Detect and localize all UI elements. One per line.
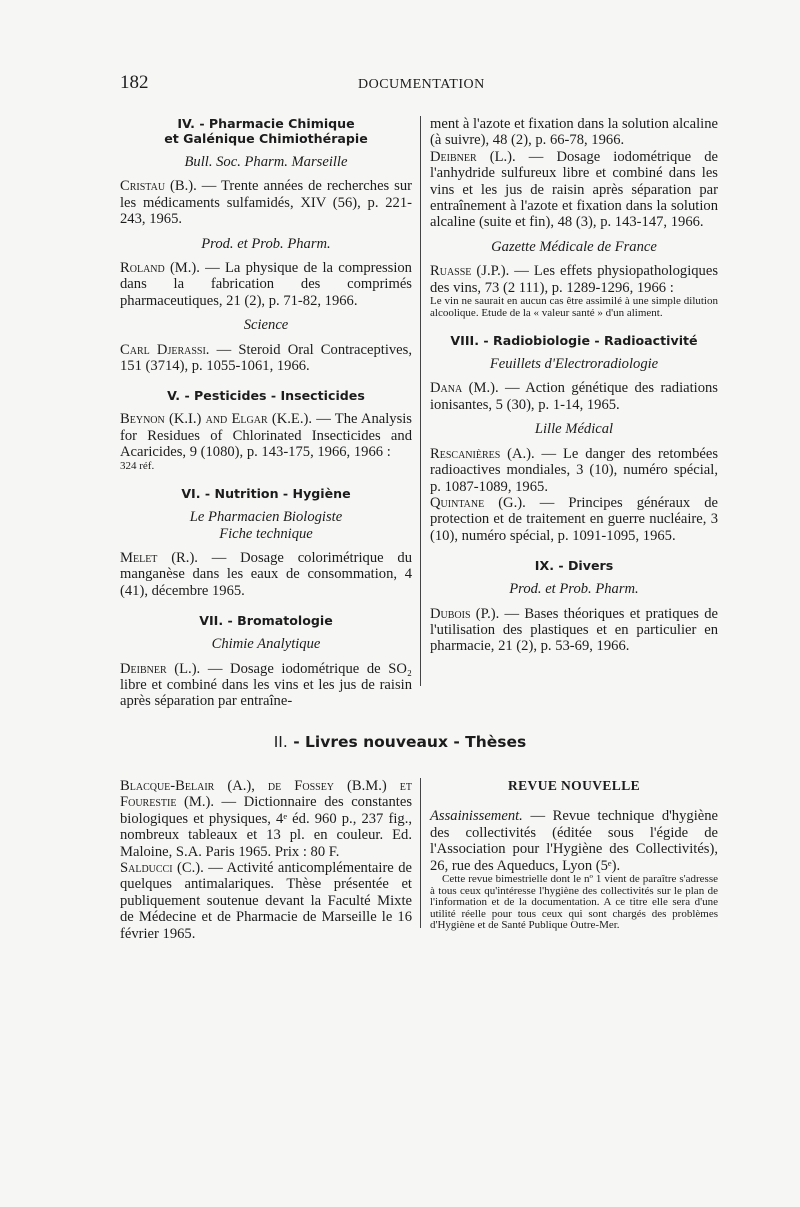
entry-text: — Bases théoriques et pratiques de l'utilisation des plastiques et en particulier en pharmacie, 21 (2), p. 53-69, 1966. (430, 605, 718, 655)
journal-title-line: Prod. et Prob. Pharm. (509, 581, 639, 598)
section-title (120, 486, 412, 501)
revue-column (430, 778, 718, 932)
entry-text: — Activité anticomplémentaire de quelques antimalariques. Thèse présentée et publiquement soutenue devant la Faculté Mixte de Médecine et de Pharmacie de Marseille le 16 février 1965. (120, 860, 412, 942)
entry-text: — Action génétique des radiations ionisantes, 5 (30), p. 1-14, 1965. (430, 380, 718, 413)
bibliography-entry (120, 342, 412, 375)
journal-title (430, 239, 718, 255)
bibliography-entry (430, 149, 718, 231)
revue-entry-text: — Revue technique d'hygiène des collectivités (éditée sous l'égide de l'Association pour l'Hygiène des Collectivités), 26, rue des Aqueducs, Lyon (5ᵉ). (430, 808, 718, 874)
entry-text: ment à l'azote et fixation dans la solution alcaline (à suivre), 48 (2), p. 66-78, 1966. (430, 116, 718, 149)
entry-text: — Dictionnaire des constantes biologiques et physiques, 4ᵉ éd. 960 p., 237 fig., nombreux tableaux et 13 pl. en couleur. Ed. Maloine, S.A. Paris 1965. Prix : 80 F. (120, 794, 412, 860)
section-title-line: IX. - Divers (534, 558, 614, 574)
journal-title-line: Bull. Soc. Pharm. Marseille (184, 154, 348, 170)
section-title (120, 116, 412, 146)
section-title-line: VII. - Bromatologie (199, 613, 333, 629)
bibliography-entry (430, 116, 718, 149)
journal-title-line: Chimie Analytique (211, 636, 321, 653)
entry-text: — Dosage iodométrique de SO₂ libre et combiné dans les vins et les jus de raisin après séparation par entraîne- (120, 660, 412, 710)
journal-title-line: Fiche technique (219, 525, 313, 542)
revue-note: Cette revue bimestrielle dont le nº 1 vient de paraître s'adresse à tous ceux qu'intéresse l'hygiène des collectivités sur le plan de l'information et de la documentation. A ce titre elle sera d'une utilité réelle pour tous ceux qui sont chargés des problèmes d'Hygiène et de Santé Publique Outre-Mer. (430, 873, 718, 932)
bibliography-entry (120, 260, 412, 309)
bibliography-entry (430, 263, 718, 296)
entry-author: Melet (R.). (120, 550, 198, 566)
journal-title-line: Science (243, 317, 289, 334)
revue-entry (430, 808, 718, 874)
section-title-line: V. - Pesticides - Insecticides (167, 388, 365, 404)
entry-author: Salducci (C.). (120, 860, 204, 877)
entry-note: 324 réf. (120, 459, 155, 472)
entry-text: — Le danger des retombées radioactives mondiales, 3 (10), numéro spécial, p. 1087-1089, 1965. (430, 445, 719, 495)
journal-title (120, 636, 412, 652)
section-title-line: VIII. - Radiobiologie - Radioactivité (450, 333, 698, 349)
journal-title (430, 421, 718, 437)
section-title (120, 613, 412, 628)
entry-author: Quintane (G.). (430, 494, 526, 511)
bibliography-entry (120, 550, 412, 599)
entry-text: — Trente années de recherches sur les médicaments sulfamidés, XIV (56), p. 221-243, 1965. (120, 178, 413, 228)
entry-text: — Principes généraux de protection et de traitement en guerre nucléaire, 3 (10), numéro spécial, p. 1091-1095, 1965. (430, 494, 718, 544)
part-number: II. (273, 733, 288, 751)
entry-author: Dubois (P.). (430, 605, 500, 622)
bibliography-entry (430, 495, 718, 544)
journal-title (120, 236, 412, 252)
journal-title-line: Feuillets d'Electroradiologie (489, 356, 659, 373)
entry-author: Dana (M.). (430, 380, 499, 397)
right-column (430, 116, 718, 655)
bibliography-entry (430, 446, 718, 495)
entry-text: — Dosage iodométrique de l'anhydride sulfureux libre et combiné dans les vins et les jus de raisin après séparation par entraînement à l'azote et fixation dans la solution alcaline (suite et fin), 48 (3), p. 143-147, 1966. (430, 148, 718, 231)
section-title (430, 558, 718, 573)
bibliography-entry (120, 411, 412, 460)
entry-author: Rescanières (A.). (430, 445, 535, 462)
section-title (120, 388, 412, 403)
entry-text: — Les effets physiopathologiques des vins, 73 (2 111), p. 1289-1296, 1966 : (430, 263, 718, 296)
part-title-text: - Livres nouveaux - Thèses (293, 733, 527, 751)
column-rule-bottom (420, 778, 421, 928)
column-rule (420, 116, 421, 686)
bibliography-entry (120, 778, 412, 860)
part-title (0, 733, 800, 751)
bibliography-entry (120, 860, 412, 942)
books-column (120, 778, 412, 942)
journal-title (430, 581, 718, 597)
section-title-line: VI. - Nutrition - Hygiène (181, 486, 351, 502)
journal-title (120, 317, 412, 333)
bibliography-entry (430, 380, 718, 413)
running-head: DOCUMENTATION (358, 77, 485, 92)
page-number: 182 (120, 72, 149, 93)
revue-entry-title: Assainissement. (430, 808, 523, 825)
bibliography-entry (430, 606, 718, 655)
bibliography-entry (120, 661, 412, 710)
journal-title-line: Prod. et Prob. Pharm. (201, 235, 331, 252)
entry-note: Le vin ne saurait en aucun cas être assimilé à une simple dilution alcoolique. Etude de la « valeur santé » d'un aliment. (430, 295, 718, 319)
bibliography-entry (120, 178, 412, 227)
journal-title (120, 154, 412, 170)
left-column (120, 116, 412, 710)
entry-author: Beynon (K.I.) and Elgar (K.E.). (120, 411, 312, 428)
entry-text: — Steroid Oral Contraceptives, 151 (3714), p. 1055-1061, 1966. (120, 341, 412, 375)
entry-author: Ruasse (J.P.). (430, 263, 510, 280)
journal-title-line: Gazette Médicale de France (491, 238, 657, 255)
revue-title: REVUE NOUVELLE (508, 778, 640, 793)
section-title-line: et Galénique Chimiothérapie (164, 131, 368, 146)
section-title-line: IV. - Pharmacie Chimique (177, 116, 355, 131)
entry-text: — The Analysis for Residues of Chlorinated Insecticides and Acaricides, 9 (1080), p. 143-175, 1966, 1966 : (120, 411, 412, 461)
entry-author: Cristau (B.). (120, 178, 197, 195)
journal-title (430, 356, 718, 372)
entry-author: Roland (M.). (120, 260, 200, 277)
entry-author: Blacque-Belair (A.), de Fossey (B.M.) et Fourestie (M.). (120, 778, 412, 811)
section-title (430, 333, 718, 348)
entry-text: — Dosage colorimétrique du manganèse dans les eaux de consommation, 4 (41), décembre 1965. (120, 550, 412, 599)
entry-author: Deibner (L.). (120, 660, 201, 677)
entry-author: Deibner (L.). (430, 148, 516, 165)
journal-title-line: Lille Médical (534, 421, 614, 438)
journal-title (120, 509, 412, 542)
journal-title-line: Le Pharmacien Biologiste (189, 509, 343, 526)
entry-author: Carl Djerassi. (120, 341, 210, 358)
entry-text: — La physique de la compression dans la fabrication des comprimés pharmaceutiques, 21 (2), p. 71-82, 1966. (120, 260, 412, 309)
